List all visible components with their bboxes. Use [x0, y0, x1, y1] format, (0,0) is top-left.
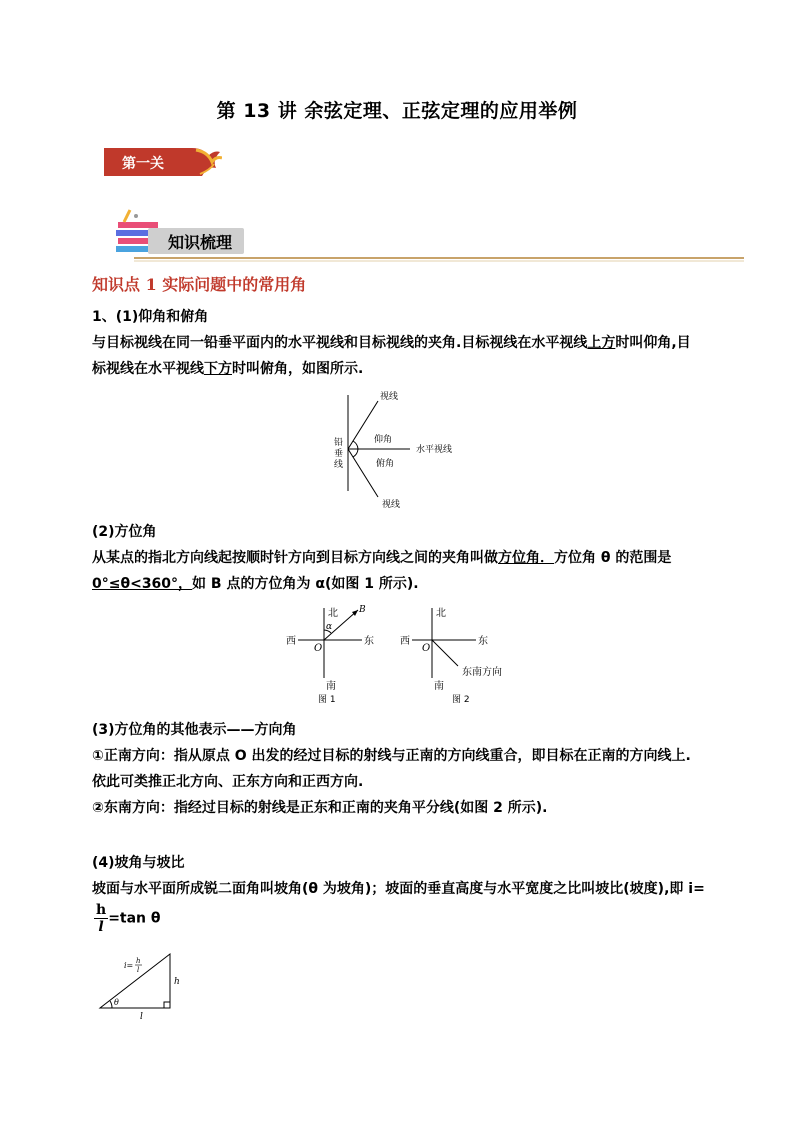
fig2-southeast-label: 东南方向: [462, 667, 502, 678]
level-banner-label: 第一关: [122, 156, 164, 172]
section-1-paragraph: [92, 330, 712, 382]
slope-ratio-formula: [94, 902, 161, 935]
slope-i-label: i=: [124, 961, 134, 970]
slope-height-label: h: [174, 977, 180, 987]
fig1-origin-label: O: [314, 643, 323, 654]
section-3-line-2: 依此可类推正北方向、正东方向和正西方向.: [92, 774, 364, 790]
slope-triangle-figure: [96, 950, 196, 1022]
fig1-north-label: 北: [328, 608, 338, 619]
section-2-heading: (2)方位角: [92, 524, 157, 540]
elevation-angle-label: 仰角: [374, 435, 393, 445]
section-3-heading: (3)方位角的其他表示——方向角: [92, 722, 297, 738]
section-banner-label: 知识梳理: [168, 233, 233, 252]
section-4-line-1: 坡面与水平面所成锐二面角叫坡角(θ 为坡角)；坡面的垂直高度与水平宽度之比叫坡比(坡度),即 i=: [92, 881, 705, 897]
page-title: 第 13 讲 余弦定理、正弦定理的应用举例: [216, 100, 578, 122]
fig2-north-label: 北: [436, 608, 446, 619]
plumb-line-label-2: 垂: [334, 449, 344, 459]
elevation-depression-figure: [320, 385, 480, 515]
plumb-line-label-3: 线: [334, 460, 344, 470]
fig2-south-label: 南: [434, 681, 444, 692]
fig1-east-label: 东: [364, 636, 374, 647]
sight-line-bottom-label: 视线: [382, 500, 401, 510]
slope-i-denominator: l: [137, 966, 140, 974]
section-4-heading: (4)坡角与坡比: [92, 855, 185, 871]
section-3: [92, 717, 712, 821]
fig2-origin-label: O: [422, 643, 431, 654]
fig1-point-b-label: B: [359, 605, 366, 615]
section-2-line-2: 0°≤θ<360°，如 B 点的方位角为 α(如图 1 所示).: [92, 576, 419, 592]
sight-line-top-label: 视线: [380, 392, 399, 402]
fig2-west-label: 西: [400, 636, 410, 647]
fig1-alpha-label: α: [326, 622, 333, 632]
slope-i-numerator: h: [136, 957, 141, 965]
fig2-caption: 图 2: [452, 695, 470, 705]
formula-tail: =tan θ: [108, 910, 161, 927]
knowledge-point-heading: 知识点 1 实际问题中的常用角: [92, 275, 307, 294]
section-banner: [114, 208, 744, 262]
section-1-line-2: 标视线在水平视线下方时叫俯角，如图所示.: [92, 361, 364, 377]
formula-numerator: h: [96, 902, 107, 918]
fig1-caption: 图 1: [318, 695, 336, 705]
plumb-line-label-1: 铅: [334, 438, 344, 448]
formula-denominator: l: [98, 919, 104, 935]
level-banner: [104, 146, 222, 178]
fig1-south-label: 南: [326, 681, 336, 692]
bearing-figure-1: [284, 602, 384, 708]
section-3-line-3: ②东南方向：指经过目标的射线是正东和正南的夹角平分线(如图 2 所示).: [92, 800, 548, 816]
section-2-paragraph: [92, 545, 712, 597]
section-2-line-1: 从某点的指北方向线起按顺时针方向到目标方向线之间的夹角叫做方位角．方位角 θ 的范围是: [92, 550, 672, 566]
depression-angle-label: 俯角: [376, 459, 395, 469]
bearing-figure-2: [398, 602, 518, 708]
section-3-line-1: ①正南方向：指从原点 O 出发的经过目标的射线与正南的方向线重合，即目标在正南的方向线上.: [92, 748, 691, 764]
section-1-heading: 1、(1)仰角和俯角: [92, 309, 209, 325]
slope-theta-label: θ: [114, 998, 119, 1007]
fig1-west-label: 西: [286, 636, 296, 647]
fig2-east-label: 东: [478, 636, 488, 647]
section-1-line-1: 与目标视线在同一铅垂平面内的水平视线和目标视线的夹角.目标视线在水平视线上方时叫仰角,目: [92, 335, 691, 351]
slope-length-label: l: [140, 1012, 143, 1022]
horizontal-line-label: 水平视线: [416, 445, 453, 455]
